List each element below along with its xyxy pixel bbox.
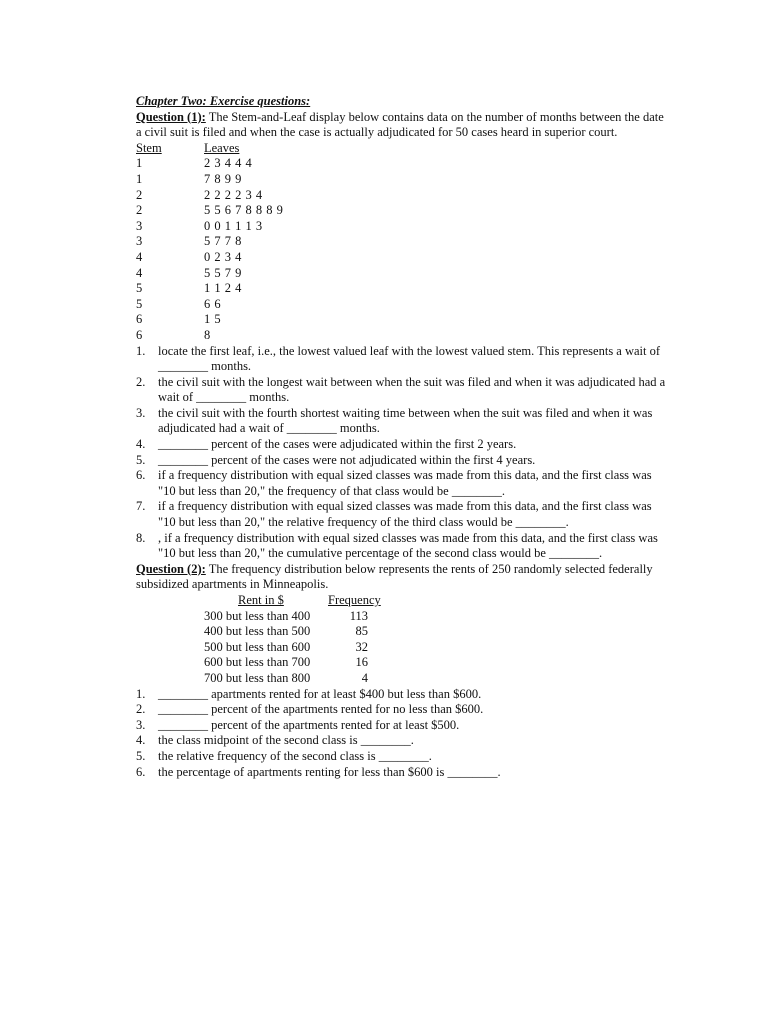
stem-leaf-row [136,203,666,219]
rent-class: 300 but less than 400 [204,608,311,623]
stem-leaf-row [136,234,666,250]
question-2-intro-text: The frequency distribution below represents the rents of 250 randomly selected federally subsidized apartments in Minneapolis. [136,561,653,592]
frequency-column-header: Frequency [328,593,381,607]
item-text: the civil suit with the longest wait between when the suit was filed and when it was adjudicated had a wait of ________ months. [158,374,666,405]
list-item [136,531,666,562]
frequency-table-header [238,593,666,609]
table-row [204,624,666,640]
stem-value: 5 [136,281,143,296]
item-number: 4. [136,437,146,452]
frequency-value: 4 [361,670,368,685]
list-item [136,437,666,453]
table-row [204,609,666,625]
stem-value: 6 [136,327,143,342]
item-text: ________ percent of the cases were not adjudicated within the first 4 years. [158,452,536,467]
leaves-value: 5 5 6 7 8 8 8 9 [204,203,284,218]
list-item [136,344,666,375]
item-number: 4. [136,733,146,748]
stem-value: 5 [136,296,143,311]
leaves-value: 7 8 9 9 [204,171,242,186]
leaves-value: 6 6 [204,296,222,311]
leaves-value: 5 5 7 9 [204,265,242,280]
stem-leaf-row [136,188,666,204]
item-text: the civil suit with the fourth shortest waiting time between when the suit was filed and when it was adjudicated had a wait of ________ months. [158,405,653,436]
stem-leaf-row [136,156,666,172]
stem-leaf-row [136,312,666,328]
table-row [204,640,666,656]
rent-class: 700 but less than 800 [204,670,311,685]
question-2-intro [136,562,666,593]
leaves-value: 8 [204,327,211,342]
page-title: Chapter Two: Exercise questions: [136,94,311,108]
item-number: 2. [136,702,146,717]
leaves-value: 0 0 1 1 1 3 [204,218,263,233]
rent-class: 500 but less than 600 [204,639,311,654]
item-text: , if a frequency distribution with equal sized classes was made from this data, and the first class was "10 but less than 20," the cumulative percentage of the second class would be ________. [158,530,658,561]
item-number: 2. [136,374,146,389]
question-1-label: Question (1): [136,109,206,124]
item-number: 3. [136,717,146,732]
stem-value: 2 [136,187,143,202]
list-item [136,718,666,734]
stem-value: 2 [136,203,143,218]
stem-value: 1 [136,171,143,186]
question-1-intro-text: The Stem-and-Leaf display below contains data on the number of months between the date a civil suit is filed and when the case is actually adjudicated for 50 cases heard in superior court. [136,109,664,140]
leaves-value: 2 2 2 2 3 4 [204,187,263,202]
question-1-list [136,344,666,562]
table-row [204,655,666,671]
item-number: 5. [136,748,146,763]
frequency-value: 16 [355,655,368,670]
stem-leaf-display [136,156,666,343]
stem-header: Stem [136,140,162,155]
stem-leaf-row [136,266,666,282]
list-item [136,499,666,530]
item-number: 3. [136,405,146,420]
item-text: ________ apartments rented for at least $400 but less than $600. [158,686,482,701]
rent-class: 400 but less than 500 [204,624,311,639]
item-text: the percentage of apartments renting for less than $600 is ________. [158,764,501,779]
item-text: the class midpoint of the second class is ________. [158,733,414,748]
stem-value: 4 [136,249,143,264]
frequency-value: 113 [349,608,368,623]
leaves-value: 5 7 7 8 [204,234,242,249]
item-text: the relative frequency of the second class is ________. [158,748,432,763]
stem-value: 1 [136,156,143,171]
item-number: 8. [136,530,146,545]
rent-class: 600 but less than 700 [204,655,311,670]
list-item [136,749,666,765]
item-number: 7. [136,499,146,514]
item-number: 1. [136,343,146,358]
item-number: 6. [136,764,146,779]
item-text: ________ percent of the cases were adjudicated within the first 2 years. [158,437,517,452]
question-2-label: Question (2): [136,561,206,576]
stem-leaf-row [136,328,666,344]
item-text: locate the first leaf, i.e., the lowest valued leaf with the lowest valued stem. This represents a wait of ________ months. [158,343,661,374]
leaves-value: 1 1 2 4 [204,281,242,296]
stem-leaf-row [136,297,666,313]
stem-value: 4 [136,265,143,280]
stem-leaf-row [136,281,666,297]
stem-value: 3 [136,234,143,249]
item-number: 5. [136,452,146,467]
item-text: if a frequency distribution with equal sized classes was made from this data, and the first class was "10 but less than 20," the frequency of that class would be ________. [158,468,652,498]
list-item [136,406,666,437]
frequency-table [136,609,666,687]
question-1-intro [136,110,666,141]
list-item [136,733,666,749]
item-text: if a frequency distribution with equal sized classes was made from this data, and the first class was "10 but less than 20," the relative frequency of the third class would be ________. [158,499,652,530]
stem-leaf-row [136,219,666,235]
list-item [136,375,666,406]
item-text: ________ percent of the apartments rented for no less than $600. [158,702,484,717]
list-item [136,468,666,499]
list-item [136,687,666,703]
frequency-value: 85 [355,624,368,639]
item-number: 6. [136,468,146,483]
stem-leaf-row [136,250,666,266]
frequency-value: 32 [355,639,368,654]
list-item [136,765,666,781]
stem-leaf-row [136,172,666,188]
stem-value: 3 [136,218,143,233]
leaves-value: 2 3 4 4 4 [204,156,253,171]
item-number: 1. [136,686,146,701]
item-text: ________ percent of the apartments rented for at least $500. [158,717,460,732]
leaves-header: Leaves [204,140,240,155]
list-item [136,453,666,469]
table-row [204,671,666,687]
leaves-value: 1 5 [204,312,222,327]
list-item [136,702,666,718]
rent-column-header: Rent in $ [238,593,284,607]
leaves-value: 0 2 3 4 [204,249,242,264]
question-2-list [136,687,666,781]
stem-leaf-header [136,141,666,157]
stem-value: 6 [136,312,143,327]
document [136,94,666,780]
